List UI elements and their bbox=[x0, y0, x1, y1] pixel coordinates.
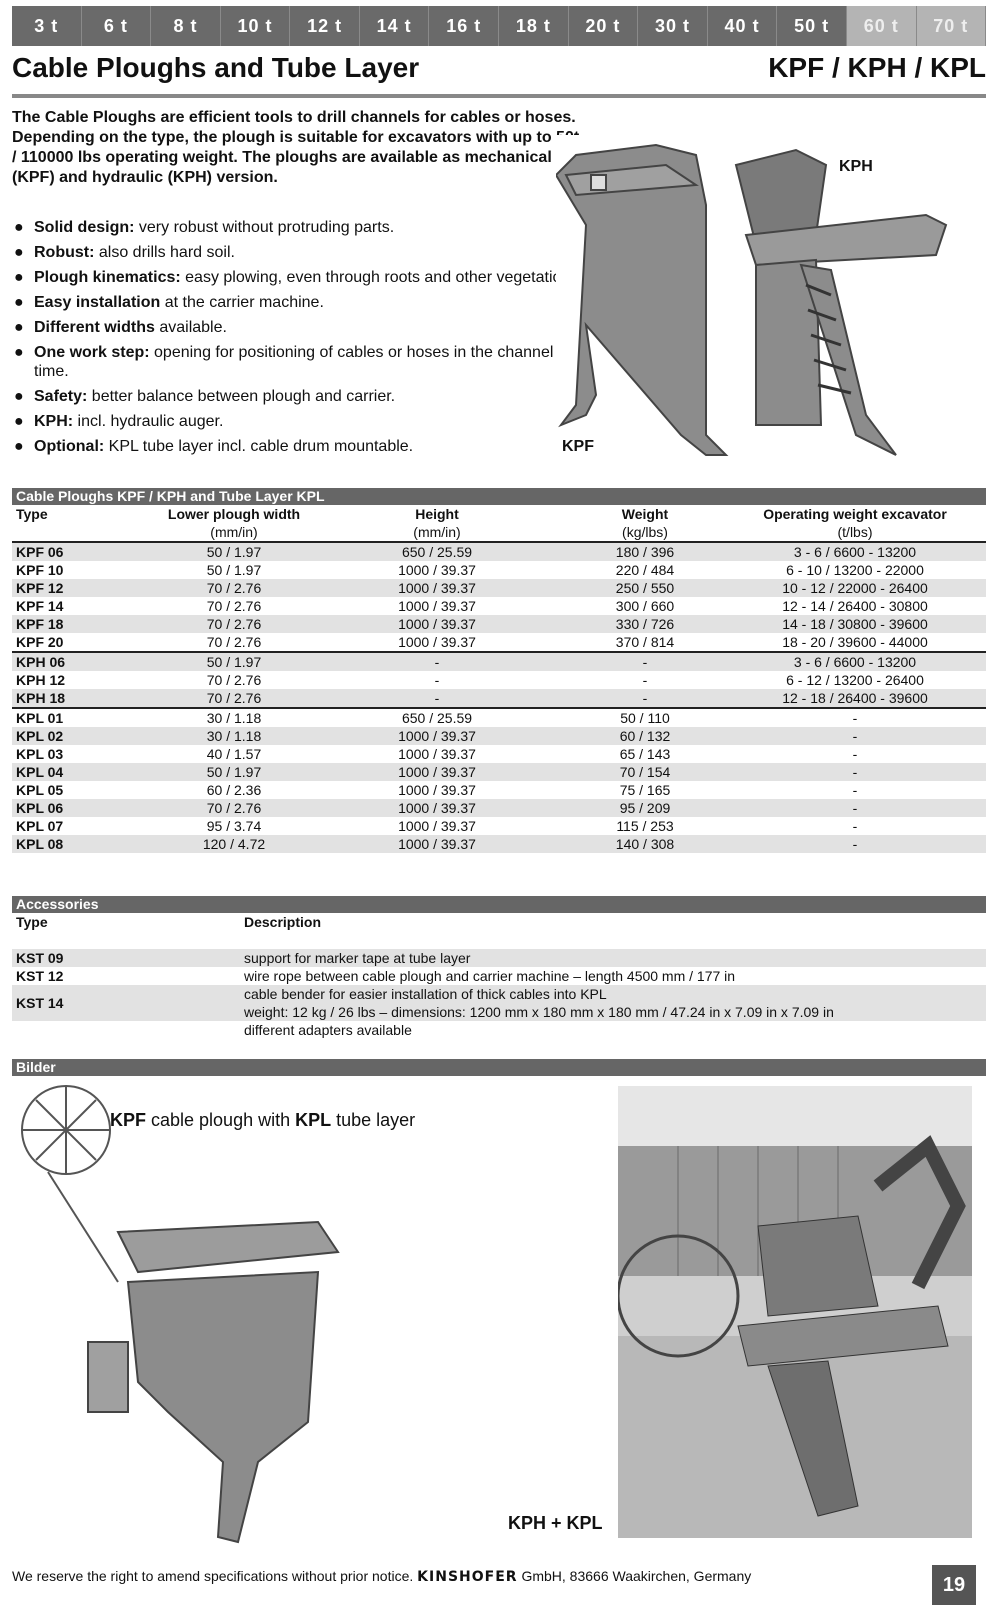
bullet-icon: ● bbox=[14, 438, 24, 455]
value-cell: 10 - 12 / 22000 - 26400 bbox=[724, 579, 986, 597]
table-row bbox=[12, 615, 986, 633]
value-cell: 50 / 110 bbox=[566, 708, 724, 727]
value-cell: 95 / 3.74 bbox=[206, 818, 262, 834]
feature-label: Solid design: bbox=[34, 219, 135, 236]
accessory-row bbox=[12, 967, 986, 985]
tab-12t[interactable]: 12 t bbox=[290, 6, 360, 46]
value-cell: 140 / 308 bbox=[566, 835, 724, 853]
value-cell: 50 / 1.97 bbox=[160, 542, 308, 561]
feature-label: Different widths bbox=[34, 319, 155, 336]
feature-item bbox=[12, 218, 612, 237]
value-cell: 75 / 165 bbox=[619, 782, 671, 798]
col-operating-weight: Operating weight excavator bbox=[763, 506, 947, 522]
value-cell: 250 / 550 bbox=[566, 579, 724, 597]
intro-text: The Cable Ploughs are efficient tools to drill channels for cables or hoses. Depending on the type, the plough is suitable for excavators with up to 50t / 110000 lbs operating weight. The ploughs are available as mechanical (KPF) and hydraulic (KPH) version. bbox=[12, 109, 580, 186]
value-cell: 120 / 4.72 bbox=[160, 835, 308, 853]
value-cell: 60 / 2.36 bbox=[206, 782, 262, 798]
title-row bbox=[12, 52, 986, 98]
type-cell: KPL 07 bbox=[16, 818, 64, 834]
feature-label: Plough kinematics: bbox=[34, 269, 181, 286]
type-cell: KPF 14 bbox=[16, 598, 64, 614]
bullet-icon: ● bbox=[14, 388, 24, 405]
table-row bbox=[12, 689, 986, 708]
accessory-type: KST 12 bbox=[16, 968, 64, 984]
value-cell: 1000 / 39.37 bbox=[308, 579, 566, 597]
bullet-icon: ● bbox=[14, 294, 24, 311]
value-cell: - bbox=[724, 763, 986, 781]
value-cell: - bbox=[308, 652, 566, 671]
weight-class-tabs bbox=[12, 6, 986, 46]
tab-16t[interactable]: 16 t bbox=[429, 6, 499, 46]
caption-kpl: KPL bbox=[295, 1110, 332, 1130]
footer-brand: KINSHOFER bbox=[417, 1569, 518, 1585]
value-cell: 70 / 2.76 bbox=[206, 672, 262, 688]
col-height: Height bbox=[415, 506, 459, 522]
footer-notice: We reserve the right to amend specifications without prior notice. bbox=[12, 1568, 418, 1584]
type-cell: KPF 18 bbox=[12, 615, 160, 633]
value-cell: 180 / 396 bbox=[566, 542, 724, 561]
unit-type bbox=[12, 523, 160, 542]
value-cell: 50 / 1.97 bbox=[206, 562, 262, 578]
kpf-plough-image bbox=[556, 145, 726, 455]
tab-8t[interactable]: 8 t bbox=[151, 6, 221, 46]
value-cell: 1000 / 39.37 bbox=[308, 763, 566, 781]
accessory-description bbox=[240, 985, 986, 1021]
value-cell: - bbox=[852, 818, 858, 834]
tab-60t[interactable]: 60 t bbox=[847, 6, 917, 46]
value-cell: 1000 / 39.37 bbox=[398, 598, 476, 614]
feature-text: also drills hard soil. bbox=[94, 244, 235, 261]
description-line: weight: 12 kg / 26 lbs – dimensions: 1200 mm x 180 mm x 180 mm / 47.24 in x 7.09 in x 7.09 in bbox=[244, 1004, 834, 1020]
spec-table-title: Cable Ploughs KPF / KPH and Tube Layer KPL bbox=[12, 488, 986, 505]
acc-col-type: Type bbox=[16, 914, 48, 930]
value-cell: 1000 / 39.37 bbox=[398, 782, 476, 798]
feature-text: available. bbox=[154, 319, 227, 336]
value-cell: 1000 / 39.37 bbox=[398, 746, 476, 762]
accessory-description bbox=[240, 1021, 986, 1039]
value-cell: - bbox=[724, 727, 986, 745]
kpf-label: KPF bbox=[562, 438, 594, 455]
table-row bbox=[12, 799, 986, 817]
value-cell: 12 - 18 / 26400 - 39600 bbox=[724, 689, 986, 708]
kpf-kpl-photo bbox=[18, 1082, 418, 1552]
feature-item bbox=[12, 343, 612, 381]
feature-label: Robust: bbox=[34, 244, 95, 261]
tab-6t[interactable]: 6 t bbox=[82, 6, 152, 46]
value-cell: 650 / 25.59 bbox=[308, 542, 566, 561]
value-cell: 1000 / 39.37 bbox=[398, 818, 476, 834]
value-cell: 3 - 6 / 6600 - 13200 bbox=[724, 652, 986, 671]
tab-20t[interactable]: 20 t bbox=[569, 6, 639, 46]
value-cell: 1000 / 39.37 bbox=[398, 634, 476, 650]
bullet-icon: ● bbox=[14, 344, 24, 361]
value-cell: 12 - 14 / 26400 - 30800 bbox=[782, 598, 928, 614]
value-cell: 70 / 154 bbox=[566, 763, 724, 781]
type-cell: KPH 12 bbox=[16, 672, 66, 688]
table-row bbox=[12, 835, 986, 853]
feature-text: at the carrier machine. bbox=[160, 294, 324, 311]
feature-label: Safety: bbox=[34, 388, 88, 405]
value-cell: 14 - 18 / 30800 - 39600 bbox=[724, 615, 986, 633]
accessory-type: KST 09 bbox=[12, 949, 240, 967]
value-cell: 300 / 660 bbox=[615, 598, 675, 614]
value-cell: 6 - 12 / 13200 - 26400 bbox=[786, 672, 924, 688]
tab-10t[interactable]: 10 t bbox=[221, 6, 291, 46]
unit-weight: (kg/lbs) bbox=[622, 524, 668, 540]
accessories-title: Accessories bbox=[12, 896, 986, 913]
tab-14t[interactable]: 14 t bbox=[360, 6, 430, 46]
table-row bbox=[12, 727, 986, 745]
feature-text: very robust without protruding parts. bbox=[134, 219, 395, 236]
feature-text: opening for positioning of cables or hoses in the channel saves time. bbox=[34, 344, 600, 380]
feature-item bbox=[12, 268, 612, 287]
value-cell: 220 / 484 bbox=[615, 562, 675, 578]
bullet-icon: ● bbox=[14, 269, 24, 286]
feature-label: KPH: bbox=[34, 413, 74, 430]
value-cell: 1000 / 39.37 bbox=[308, 615, 566, 633]
type-cell: KPL 02 bbox=[12, 727, 160, 745]
feature-item bbox=[12, 293, 612, 312]
value-cell: 6 - 10 / 13200 - 22000 bbox=[786, 562, 924, 578]
table-row bbox=[12, 708, 986, 727]
kph-kpl-field-photo bbox=[618, 1086, 972, 1538]
accessory-type: KST 14 bbox=[12, 985, 240, 1021]
col-width: Lower plough width bbox=[167, 506, 301, 522]
spec-header-row bbox=[12, 505, 986, 523]
value-cell: - bbox=[434, 672, 440, 688]
value-cell: - bbox=[724, 708, 986, 727]
value-cell: 3 - 6 / 6600 - 13200 bbox=[724, 542, 986, 561]
feature-text: incl. hydraulic auger. bbox=[73, 413, 224, 430]
acc-col-description: Description bbox=[244, 914, 322, 930]
feature-item bbox=[12, 412, 612, 431]
product-code: KPF / KPH / KPL bbox=[768, 52, 986, 83]
table-row bbox=[12, 542, 986, 561]
pictures-caption-right: KPH + KPL bbox=[508, 1513, 603, 1533]
feature-list bbox=[12, 218, 612, 462]
value-cell: - bbox=[308, 689, 566, 708]
value-cell: 70 / 2.76 bbox=[160, 799, 308, 817]
accessory-type bbox=[12, 1021, 240, 1039]
description-line: cable bender for easier installation of thick cables into KPL bbox=[244, 986, 607, 1002]
footer bbox=[12, 1568, 751, 1585]
value-cell: 70 / 2.76 bbox=[160, 689, 308, 708]
page-number: 19 bbox=[932, 1565, 976, 1605]
type-cell: KPF 20 bbox=[16, 634, 64, 650]
value-cell: 50 / 1.97 bbox=[160, 763, 308, 781]
product-photo-kpf-kph bbox=[556, 135, 966, 475]
accessory-row bbox=[12, 1021, 986, 1039]
value-cell: - bbox=[566, 652, 724, 671]
accessory-row bbox=[12, 949, 986, 967]
value-cell: 70 / 2.76 bbox=[206, 598, 262, 614]
value-cell: 115 / 253 bbox=[616, 818, 674, 834]
table-row bbox=[12, 671, 986, 689]
pictures-title: Bilder bbox=[12, 1059, 986, 1076]
value-cell: 70 / 2.76 bbox=[160, 615, 308, 633]
feature-item bbox=[12, 387, 612, 406]
page-title: Cable Ploughs and Tube Layer bbox=[12, 52, 420, 83]
value-cell: 95 / 209 bbox=[566, 799, 724, 817]
value-cell: 65 / 143 bbox=[619, 746, 671, 762]
col-type: Type bbox=[16, 506, 48, 522]
type-cell: KPH 18 bbox=[12, 689, 160, 708]
caption-end: tube layer bbox=[331, 1110, 416, 1130]
value-cell: 30 / 1.18 bbox=[160, 727, 308, 745]
accessory-row bbox=[12, 985, 986, 1021]
value-cell: 18 - 20 / 39600 - 44000 bbox=[782, 634, 928, 650]
value-cell: 1000 / 39.37 bbox=[398, 562, 476, 578]
accessories-table bbox=[12, 913, 986, 1039]
pictures-caption-left bbox=[110, 1110, 415, 1130]
caption-kpf: KPF bbox=[110, 1110, 146, 1130]
value-cell: 330 / 726 bbox=[566, 615, 724, 633]
value-cell: 60 / 132 bbox=[566, 727, 724, 745]
tab-18t[interactable]: 18 t bbox=[499, 6, 569, 46]
accessory-description bbox=[240, 967, 986, 985]
tab-30t[interactable]: 30 t bbox=[638, 6, 708, 46]
value-cell: 650 / 25.59 bbox=[308, 708, 566, 727]
description-line: support for marker tape at tube layer bbox=[244, 950, 471, 966]
value-cell: - bbox=[852, 746, 858, 762]
feature-text: better balance between plough and carrier. bbox=[87, 388, 396, 405]
type-cell: KPF 06 bbox=[12, 542, 160, 561]
table-row bbox=[12, 597, 986, 615]
unit-width: (mm/in) bbox=[210, 524, 258, 540]
value-cell: - bbox=[566, 689, 724, 708]
feature-item bbox=[12, 437, 612, 456]
value-cell: - bbox=[852, 782, 858, 798]
value-cell: 40 / 1.57 bbox=[206, 746, 262, 762]
value-cell: 1000 / 39.37 bbox=[308, 835, 566, 853]
type-cell: KPL 01 bbox=[12, 708, 160, 727]
tab-50t[interactable]: 50 t bbox=[777, 6, 847, 46]
table-row bbox=[12, 579, 986, 597]
type-cell: KPF 12 bbox=[12, 579, 160, 597]
feature-label: Easy installation bbox=[34, 294, 161, 311]
table-row bbox=[12, 652, 986, 671]
feature-label: Optional: bbox=[34, 438, 105, 455]
value-cell: 30 / 1.18 bbox=[160, 708, 308, 727]
unit-operating-weight: (t/lbs) bbox=[837, 524, 873, 540]
feature-item bbox=[12, 318, 612, 337]
bullet-icon: ● bbox=[14, 319, 24, 336]
table-row bbox=[12, 561, 986, 579]
accessories-header-row bbox=[12, 913, 986, 931]
kph-plough-image bbox=[736, 150, 946, 455]
type-cell: KPL 06 bbox=[12, 799, 160, 817]
kph-label: KPH bbox=[839, 158, 873, 175]
spec-units-row bbox=[12, 523, 986, 542]
value-cell: 50 / 1.97 bbox=[160, 652, 308, 671]
unit-height: (mm/in) bbox=[413, 524, 461, 540]
bullet-icon: ● bbox=[14, 219, 24, 236]
spec-table bbox=[12, 505, 986, 853]
acc-spacer-row bbox=[12, 931, 986, 949]
description-line: wire rope between cable plough and carrier machine – length 4500 mm / 177 in bbox=[244, 968, 736, 984]
type-cell: KPL 08 bbox=[12, 835, 160, 853]
feature-text: easy plowing, even through roots and other vegetation. bbox=[180, 269, 575, 286]
value-cell: 70 / 2.76 bbox=[206, 634, 262, 650]
type-cell: KPF 10 bbox=[16, 562, 64, 578]
description-line: different adapters available bbox=[244, 1022, 412, 1038]
accessory-description bbox=[240, 949, 986, 967]
value-cell: - bbox=[724, 799, 986, 817]
feature-item bbox=[12, 243, 612, 262]
value-cell: 1000 / 39.37 bbox=[308, 799, 566, 817]
type-cell: KPH 06 bbox=[12, 652, 160, 671]
bullet-icon: ● bbox=[14, 244, 24, 261]
tab-70t[interactable]: 70 t bbox=[917, 6, 987, 46]
table-row bbox=[12, 817, 986, 835]
table-row bbox=[12, 633, 986, 652]
tab-40t[interactable]: 40 t bbox=[708, 6, 778, 46]
table-row bbox=[12, 781, 986, 799]
footer-address: GmbH, 83666 Waakirchen, Germany bbox=[517, 1568, 752, 1584]
value-cell: 370 / 814 bbox=[615, 634, 675, 650]
caption-mid: cable plough with bbox=[146, 1110, 296, 1130]
feature-label: One work step: bbox=[34, 344, 150, 361]
type-cell: KPL 04 bbox=[12, 763, 160, 781]
value-cell: 70 / 2.76 bbox=[160, 579, 308, 597]
value-cell: 1000 / 39.37 bbox=[308, 727, 566, 745]
table-row bbox=[12, 763, 986, 781]
bullet-icon: ● bbox=[14, 413, 24, 430]
value-cell: - bbox=[724, 835, 986, 853]
value-cell: - bbox=[642, 672, 648, 688]
type-cell: KPL 05 bbox=[16, 782, 64, 798]
tab-3t[interactable]: 3 t bbox=[12, 6, 82, 46]
type-cell: KPL 03 bbox=[16, 746, 64, 762]
table-row bbox=[12, 745, 986, 763]
feature-text: KPL tube layer incl. cable drum mountable. bbox=[104, 438, 414, 455]
col-weight: Weight bbox=[621, 506, 669, 522]
